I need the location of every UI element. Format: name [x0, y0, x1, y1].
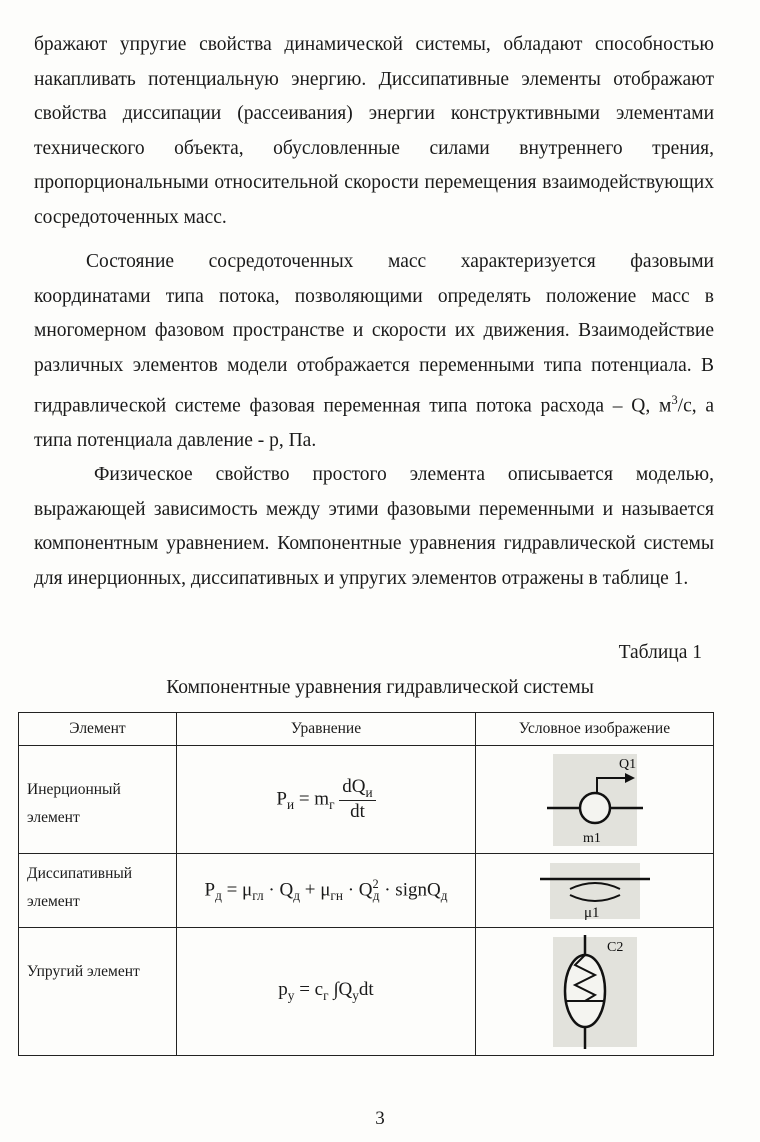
table-label: Таблица 1 — [618, 642, 702, 663]
table-row — [19, 854, 714, 928]
symbol-dissipative — [476, 854, 714, 928]
paragraph-1: бражают упругие свойства динамической системы, обладают способностью накапливать потенциальную энергию. Диссипативные элементы отображают свойства диссипации (рассеивания) энергии конструктивными элементами технического объекта, обусловленные силами внутреннего трения, пропорциональными относительной скорости перемещения взаимодействующих сосредоточенных масс. — [34, 34, 714, 228]
component-equations-table — [18, 712, 714, 1056]
element-name-cell — [19, 746, 177, 854]
equation-dissipative: $P_д = \mu_{гл} \cdot Q_д + \mu_{гн} \cdot Q^2_д$ · signQ$_д$ — [177, 854, 476, 928]
table-row — [19, 928, 714, 1056]
paragraph-2: Состояние сосредоточенных масс характеризуется фазовыми координатами типа потока, позволяющими определять положение масс в многомерном фазовом пространстве и скорости их движения. Взаимодействие различных элементов модели отображается переменными типа потенциала. В гидравлической системе фазовая переменная типа потока расхода – Q, $м^3/с$, а типа потенциала давление - p, Па. — [34, 251, 714, 452]
c-label: C2 — [606, 939, 623, 955]
inertial-element-icon — [545, 750, 645, 850]
table-row — [19, 746, 714, 854]
element-name-cell — [19, 854, 177, 928]
element-name: Диссипативный элемент — [27, 865, 133, 910]
symbol-elastic — [476, 928, 714, 1056]
table-title: Компонентные уравнения гидравлической системы — [166, 677, 594, 698]
elastic-element-icon — [545, 933, 645, 1051]
equation-inertial: $P_и = m_г$ $\frac{dQ_и}{dt}$ — [177, 746, 476, 854]
page-number: 3 — [375, 1108, 385, 1129]
header-element: Элемент — [19, 713, 177, 746]
header-symbol: Условное изображение — [476, 713, 714, 746]
element-name: Упругий элемент — [27, 963, 140, 980]
mass-label: m1 — [582, 830, 601, 846]
element-name: Инерционный элемент — [27, 781, 121, 826]
table-header-row — [19, 713, 714, 746]
symbol-inertial — [476, 746, 714, 854]
paragraph-3: Физическое свойство простого элемента описывается моделью, выражающей зависимость между этими фазовыми переменными и называется компонентным уравнением. Компонентные уравнения гидравлической системы для инерционных, диссипативных и упругих элементов отражены в таблице 1. — [34, 464, 714, 589]
dissipative-element-icon — [540, 859, 650, 923]
mu-label: μ1 — [583, 904, 600, 921]
header-equation: Уравнение — [177, 713, 476, 746]
flow-label: Q1 — [618, 756, 636, 772]
equation-elastic: $p_у = c_г$ $\int Q_уdt$ — [177, 928, 476, 1056]
element-name-cell — [19, 928, 177, 1056]
